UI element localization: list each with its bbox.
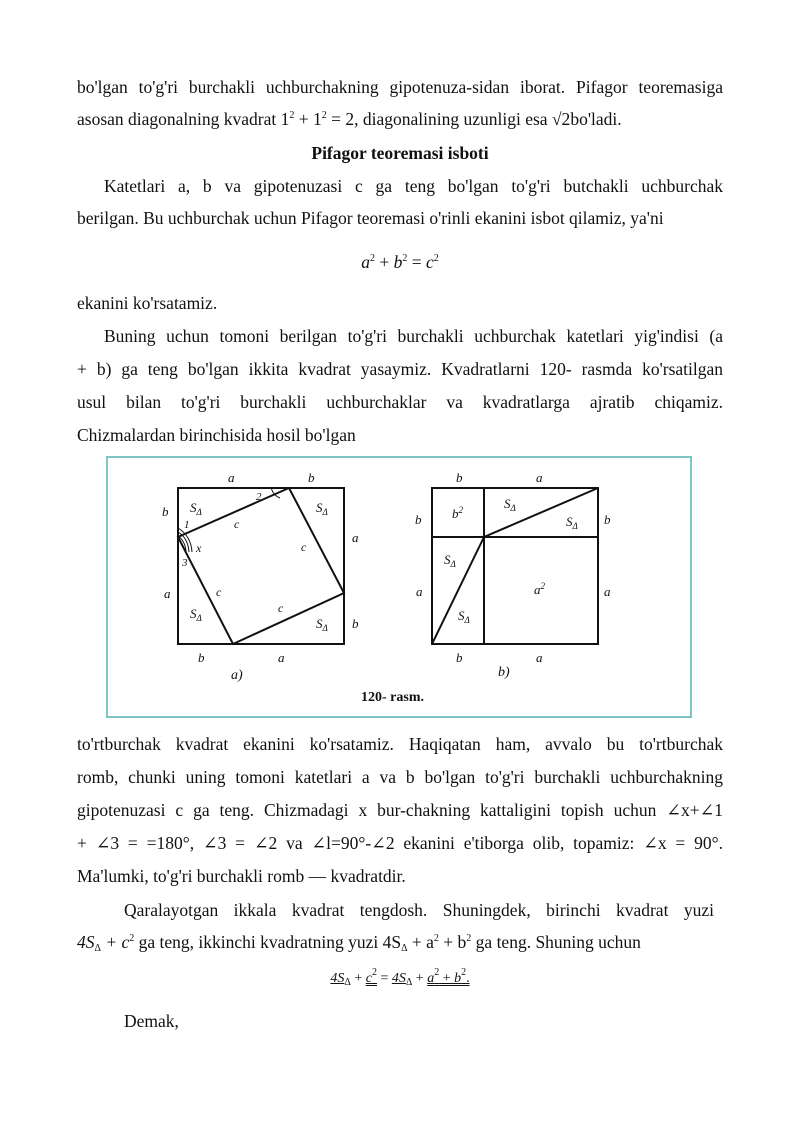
angle-x: x [196, 541, 202, 555]
sublabel-a: a) [231, 668, 243, 683]
area-s: $S_\Delta$ [316, 616, 328, 633]
area-formula [77, 968, 723, 990]
figure-caption: 120- rasm. [361, 690, 424, 705]
paragraph-line: + b) ga teng bo'lgan ikkita kvadrat yasaymiz. Kvadratlarni 120- rasmda ko'rsatilgan [77, 359, 723, 379]
text: + 1 [294, 109, 322, 129]
paragraph-line: romb, chunki uning tomoni katetlari a va b bo'lgan to'g'ri burchakli uchburchakning [77, 767, 723, 787]
angle-1: 1 [184, 519, 190, 531]
exponent: 2 [129, 933, 135, 944]
figure-120 [106, 456, 692, 718]
plus: + [374, 252, 394, 272]
text: b [454, 971, 462, 986]
plus: + [412, 971, 428, 986]
label-b: b [308, 470, 315, 485]
text: ga teng. Shuning uchun [471, 932, 641, 952]
term [427, 967, 470, 986]
paragraph-line: Ma'lumki, to'g'ri burchakli romb — kvadratdir. [77, 866, 406, 886]
paragraph-line: Demak, [124, 1011, 179, 1031]
label-a: a [416, 584, 423, 599]
label-a: a [536, 470, 543, 485]
figure-drawing [106, 456, 692, 718]
paragraph-line: ekanini ko'rsatamiz. [77, 293, 218, 313]
equals: = [376, 971, 392, 986]
text: 4S [77, 932, 95, 952]
text: + a [407, 932, 434, 952]
paragraph-line: + ∠3 = =180°, ∠3 = ∠2 va ∠l=90°-∠2 ekanini e'tiborga olib, topamiz: ∠x = 90°. [77, 833, 723, 853]
label-b: b [162, 504, 169, 519]
paragraph-line: Chizmalardan birinchisida hosil bo'lgan [77, 425, 356, 445]
exponent: 2 [461, 967, 467, 978]
angle-3: 3 [182, 557, 188, 569]
paragraph-line: to'rtburchak kvadrat ekanini ko'rsatamiz. Haqiqatan ham, avvalo bu to'rtburchak [77, 734, 723, 754]
label-c: c [234, 517, 240, 531]
paragraph-line: usul bilan to'g'ri burchakli uchburchaklar va kvadratlarga ajratib chiqamiz. [77, 392, 723, 412]
term [392, 971, 412, 986]
paragraph-line [77, 931, 723, 953]
label-a: a [228, 470, 235, 485]
paragraph-line: berilgan. Bu uchburchak uchun Pifagor teoremasi o'rinli ekanini isbot qilamiz, ya'ni [77, 208, 664, 228]
exponent: 2 [433, 253, 439, 264]
label-a: a [352, 530, 359, 545]
text: + c [100, 932, 130, 952]
area-s: $S_\Delta$ [566, 514, 578, 531]
label-b: b [604, 512, 611, 527]
label-a: a [536, 650, 543, 665]
text: = 2, diagonalining uzunligi esa [326, 109, 552, 129]
angle-2: 2 [256, 491, 262, 503]
subscript: Δ [94, 943, 101, 954]
exponent: 2 [289, 110, 295, 121]
exponent: 2 [466, 933, 472, 944]
text: a [427, 971, 435, 986]
section-heading: Pifagor teoremasi isboti [311, 143, 489, 163]
label-b: b [456, 470, 463, 485]
label-a: a [164, 586, 171, 601]
text: + b [438, 932, 467, 952]
exponent: 2 [433, 933, 439, 944]
label-c: c [278, 601, 284, 615]
pythagorean-formula [77, 251, 723, 273]
var-a: a [361, 252, 370, 272]
label-b: b [415, 512, 422, 527]
label-b: b [352, 616, 359, 631]
exponent: 2 [321, 110, 327, 121]
exponent: 2 [434, 967, 440, 978]
label-b: b [456, 650, 463, 665]
area-b2: $b^2$ [452, 505, 463, 521]
paragraph-line: bo'lgan to'g'ri burchakli uchburchakning gipotenuza-sidan iborat. Pifagor teoremasiga [77, 77, 723, 97]
label-c: c [301, 540, 307, 554]
subscript: Δ [401, 943, 408, 954]
subscript: Δ [405, 977, 413, 988]
paragraph-line: Katetlari a, b va gipotenuzasi c ga teng bo'lgan to'g'ri butchakli uchburchak [104, 176, 723, 196]
area-s: $S_\Delta$ [458, 608, 470, 625]
plus: + [350, 971, 366, 986]
text: bo'ladi. [570, 109, 622, 129]
paragraph-line: gipotenuzasi c ga teng. Chizmadagi x bur-chakning kattaligini topish uchun ∠x+∠1 [77, 800, 723, 820]
text: 4S [391, 971, 406, 986]
sqrt-two: √2 [551, 109, 571, 129]
paragraph-line: Buning uchun tomoni berilgan to'g'ri burchakli uchburchak katetlari yig'indisi (a [104, 326, 723, 346]
var-c: c [425, 252, 434, 272]
plus: + [439, 971, 455, 986]
area-s: $S_\Delta$ [444, 552, 456, 569]
area-s: $S_\Delta$ [504, 496, 516, 513]
subscript: Δ [344, 977, 351, 988]
sublabel-b: b) [498, 665, 510, 680]
exponent: 2 [369, 253, 375, 264]
exponent: 2 [402, 253, 408, 264]
equals: = [407, 252, 426, 272]
text: c [365, 971, 372, 986]
label-c: c [216, 585, 222, 599]
area-a2: $a^2$ [534, 581, 545, 597]
period: . [466, 971, 470, 986]
exponent: 2 [371, 967, 377, 978]
paragraph-line: Qaralayotgan ikkala kvadrat tengdosh. Shuningdek, birinchi kvadrat yuzi [124, 900, 714, 920]
area-s: $S_\Delta$ [190, 500, 202, 517]
text: asosan diagonalning kvadrat 1 [77, 109, 290, 129]
label-b: b [198, 650, 205, 665]
var-b: b [393, 252, 403, 272]
area-s: $S_\Delta$ [316, 500, 328, 517]
label-a: a [604, 584, 611, 599]
text: ga teng, ikkinchi kvadratning yuzi 4S [134, 932, 402, 952]
area-s: $S_\Delta$ [190, 606, 202, 623]
label-a: a [278, 650, 285, 665]
paragraph-line [77, 108, 723, 130]
term [365, 967, 377, 986]
term [330, 971, 350, 986]
text: 4S [330, 971, 345, 986]
